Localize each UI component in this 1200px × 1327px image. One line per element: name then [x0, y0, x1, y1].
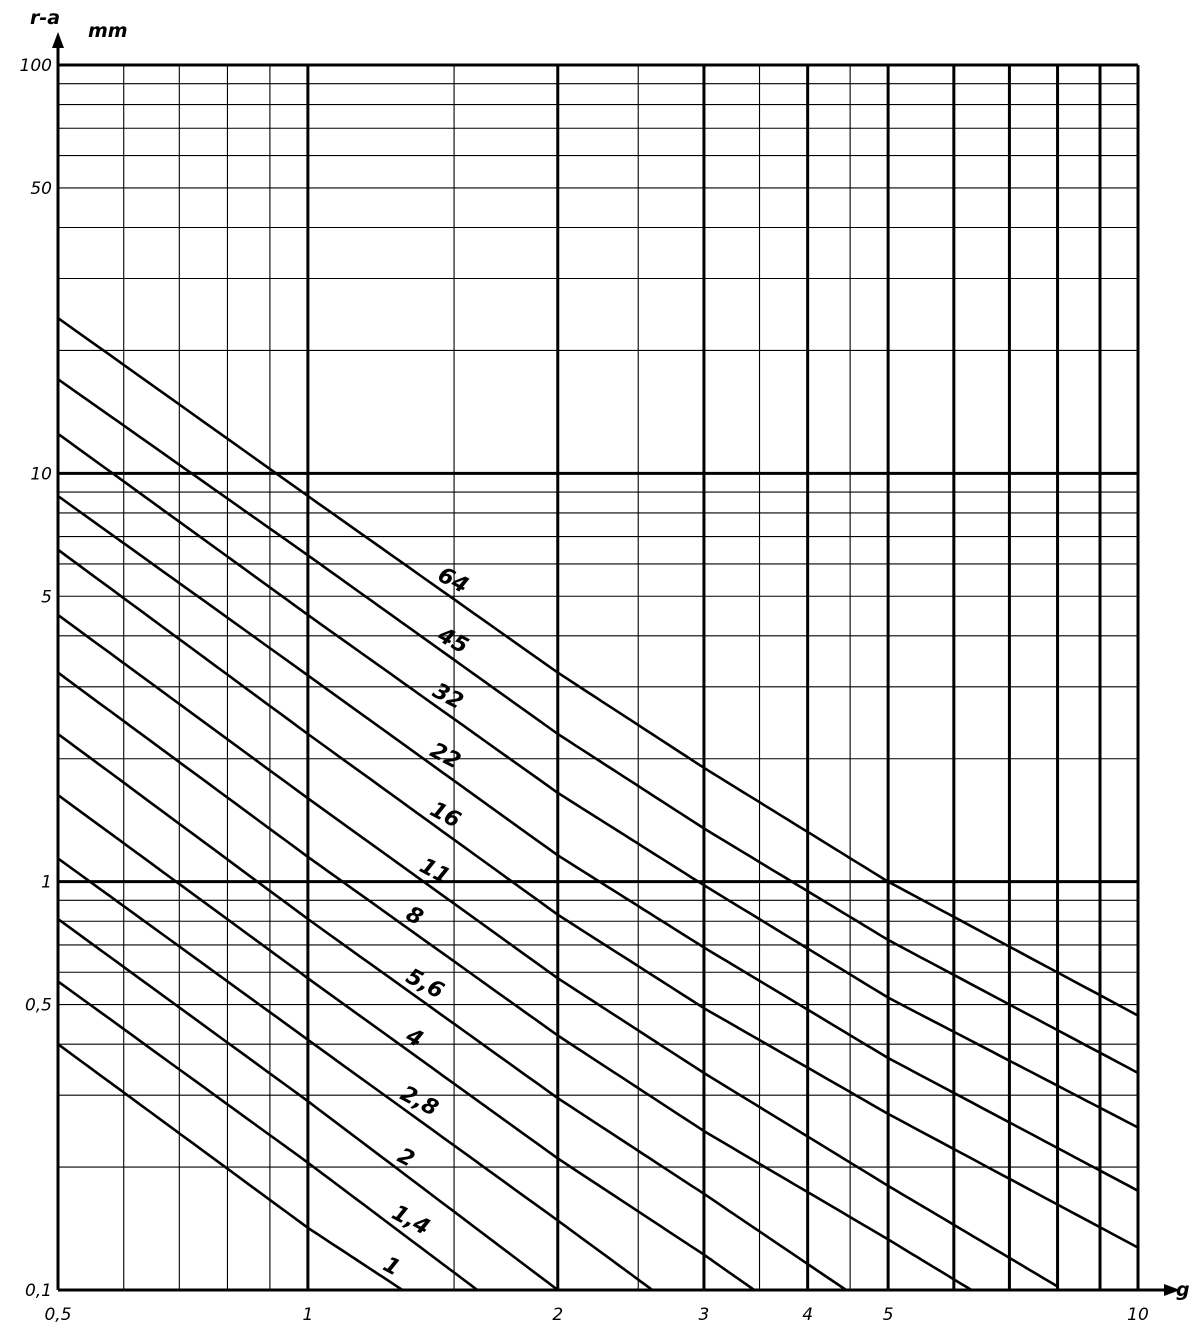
- y-axis-arrow: [52, 32, 64, 48]
- curves: [58, 318, 1138, 1290]
- x-tick-label: 1: [302, 1305, 314, 1325]
- curve-label: 64: [433, 562, 473, 600]
- curve-2-8: [58, 858, 652, 1290]
- curve-16: [58, 550, 1138, 1248]
- curve-64: [58, 318, 1138, 1016]
- curve-label: 1,4: [387, 1200, 434, 1241]
- y-tick-label: 0,1: [24, 1281, 52, 1301]
- curve-label: 22: [425, 738, 465, 775]
- curve-label: 45: [433, 622, 473, 660]
- x-tick-label: 5: [882, 1305, 894, 1325]
- curve-45: [58, 379, 1138, 1073]
- curve-label: 16: [425, 797, 465, 834]
- y-tick-label: 10: [30, 464, 52, 485]
- curve-label: 4: [401, 1023, 427, 1053]
- curve-label: 32: [428, 678, 468, 715]
- curve-8: [58, 673, 971, 1290]
- x-axis-label: g: [1176, 1279, 1190, 1301]
- curve-label: 2,8: [396, 1081, 443, 1122]
- curve-32: [58, 434, 1138, 1128]
- y-tick-label: 50: [30, 178, 52, 199]
- curve-label: 2: [393, 1143, 419, 1173]
- curve-label: 11: [415, 853, 455, 890]
- x-tick-label: 0,5: [44, 1305, 72, 1325]
- y-axis-label: r-a: [30, 7, 61, 29]
- y-tick-label: 5: [41, 587, 52, 608]
- x-tick-label: 10: [1127, 1305, 1149, 1325]
- y-tick-label: 100: [19, 56, 52, 76]
- axes: [30, 7, 1190, 1301]
- x-tick-label: 3: [698, 1305, 710, 1325]
- y-axis-unit: mm: [88, 20, 128, 42]
- curve-label: 1: [378, 1252, 405, 1282]
- curve-22: [58, 496, 1138, 1191]
- curve-label: 5,6: [401, 964, 448, 1005]
- curve-label: 8: [401, 901, 427, 931]
- x-tick-label: 2: [552, 1305, 564, 1325]
- curve-labels: [379, 563, 473, 1282]
- grid: [58, 65, 1138, 1290]
- y-tick-label: 1: [41, 872, 52, 893]
- x-tick-label: 4: [802, 1305, 814, 1325]
- y-tick-label: 0,5: [24, 995, 52, 1016]
